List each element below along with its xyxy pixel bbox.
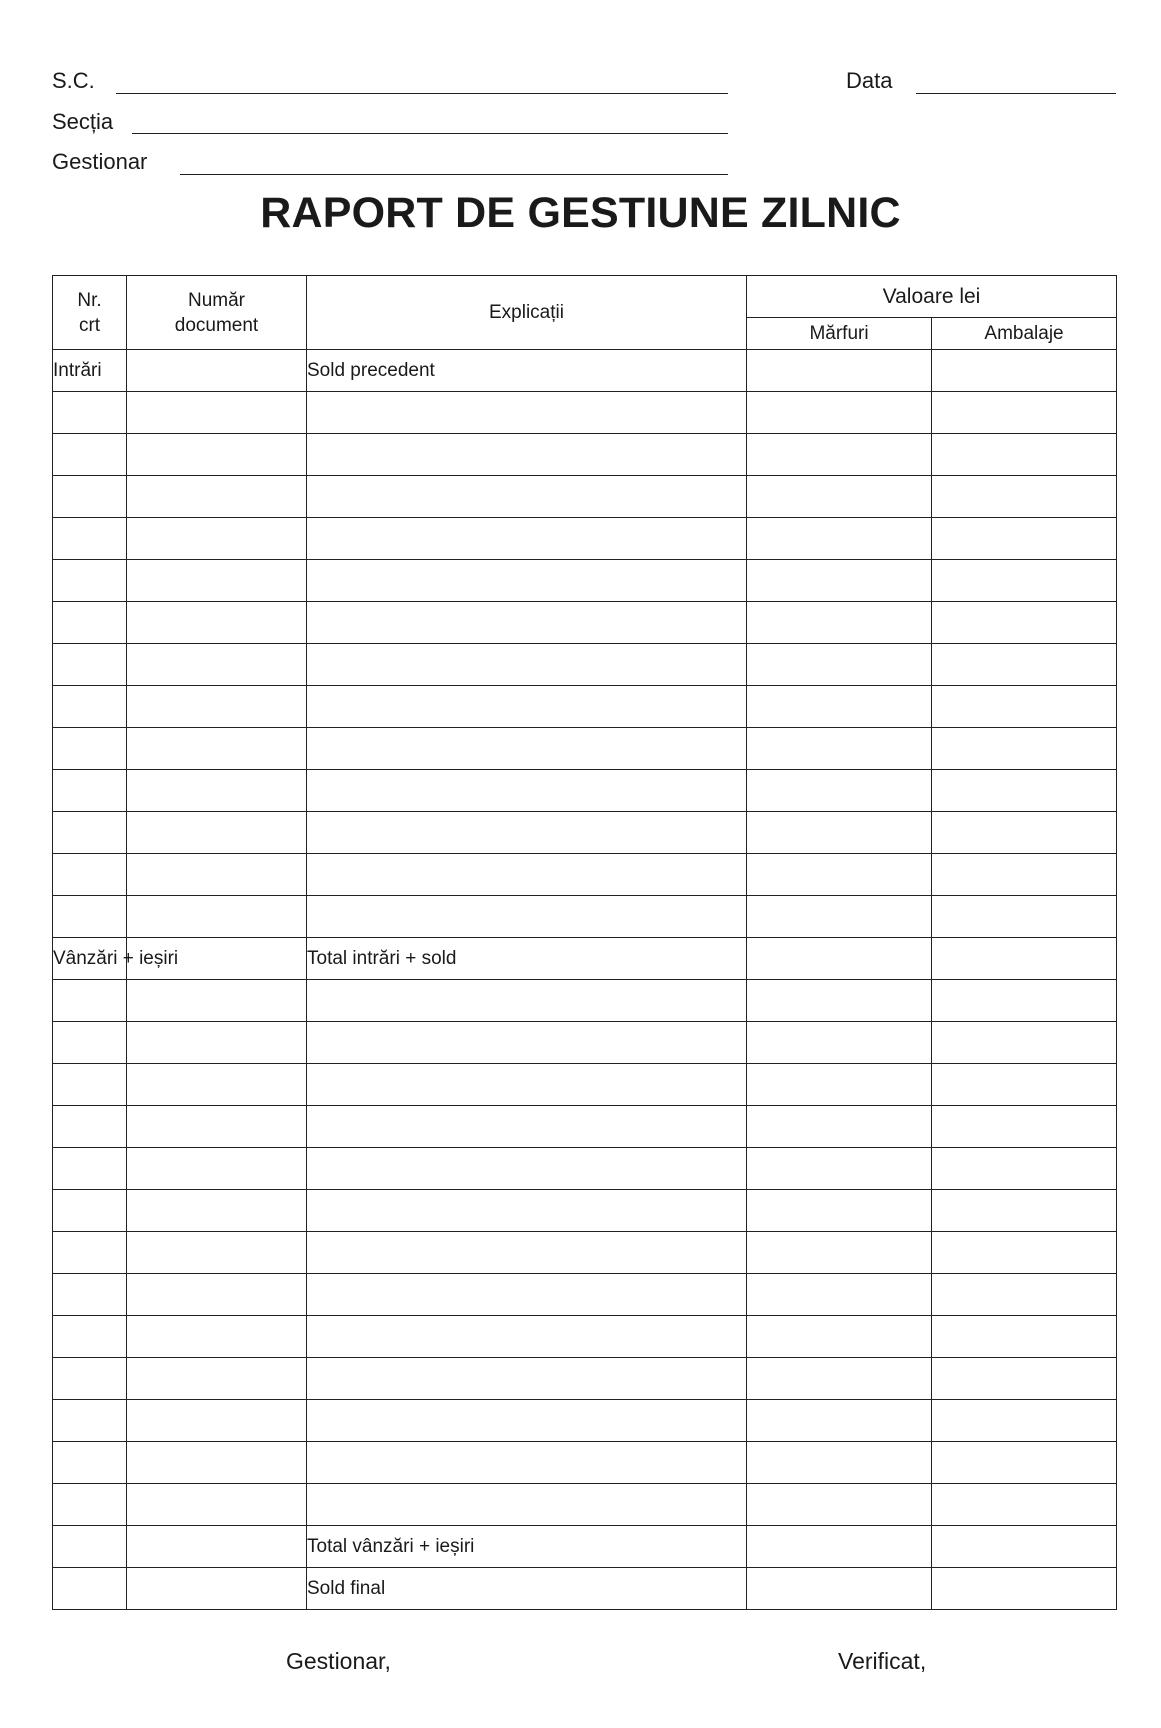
cell-marfuri[interactable] (747, 1400, 932, 1442)
sectia-line[interactable] (132, 133, 728, 134)
table-row (53, 770, 1117, 812)
cell-ambalaje[interactable] (932, 1022, 1117, 1064)
cell-numar-document[interactable] (127, 1568, 307, 1610)
cell-nr-crt[interactable] (53, 1316, 127, 1358)
cell-marfuri[interactable] (747, 1568, 932, 1610)
cell-ambalaje[interactable] (932, 1232, 1117, 1274)
cell-ambalaje[interactable] (932, 1190, 1117, 1232)
cell-explicatii[interactable] (307, 560, 747, 602)
cell-ambalaje[interactable] (932, 560, 1117, 602)
cell-explicatii[interactable] (307, 644, 747, 686)
cell-marfuri[interactable] (747, 1148, 932, 1190)
cell-ambalaje[interactable] (932, 1274, 1117, 1316)
cell-explicatii[interactable] (307, 518, 747, 560)
cell-marfuri[interactable] (747, 560, 932, 602)
table-row (53, 392, 1117, 434)
cell-explicatii[interactable] (307, 854, 747, 896)
cell-explicatii[interactable] (307, 1274, 747, 1316)
cell-numar-document[interactable] (127, 1358, 307, 1400)
cell-numar-document[interactable] (127, 728, 307, 770)
cell-numar-document[interactable] (127, 1316, 307, 1358)
cell-ambalaje[interactable] (932, 392, 1117, 434)
cell-numar-document[interactable] (127, 686, 307, 728)
cell-nr-crt[interactable] (53, 518, 127, 560)
cell-nr-crt[interactable] (53, 896, 127, 938)
cell-explicatii[interactable] (307, 686, 747, 728)
cell-nr-crt[interactable] (53, 1526, 127, 1568)
cell-ambalaje[interactable] (932, 1358, 1117, 1400)
header-ambalaje: Ambalaje (932, 318, 1117, 350)
cell-marfuri[interactable] (747, 728, 932, 770)
cell-ambalaje[interactable] (932, 434, 1117, 476)
header-numar-document: Număr document (127, 276, 307, 350)
cell-numar-document[interactable] (127, 1274, 307, 1316)
cell-numar-document[interactable] (127, 644, 307, 686)
cell-marfuri[interactable] (747, 1022, 932, 1064)
cell-ambalaje[interactable] (932, 980, 1117, 1022)
cell-ambalaje[interactable] (932, 1316, 1117, 1358)
sc-label: S.C. (52, 68, 95, 93)
cell-explicatii[interactable] (307, 1148, 747, 1190)
header-valoare-lei: Valoare lei (747, 276, 1117, 318)
table-row (53, 854, 1117, 896)
cell-marfuri[interactable] (747, 854, 932, 896)
cell-nr-crt[interactable] (53, 1064, 127, 1106)
header-marfuri: Mărfuri (747, 318, 932, 350)
cell-marfuri[interactable] (747, 686, 932, 728)
cell-explicatii[interactable] (307, 1106, 747, 1148)
table-row (53, 1358, 1117, 1400)
cell-marfuri[interactable] (747, 1190, 932, 1232)
cell-numar-document[interactable] (127, 1064, 307, 1106)
cell-nr-crt[interactable] (53, 812, 127, 854)
ledger-table (52, 275, 1117, 1610)
cell-nr-crt[interactable] (53, 1568, 127, 1610)
cell-ambalaje[interactable] (932, 812, 1117, 854)
table-row (53, 1484, 1117, 1526)
cell-numar-document[interactable] (127, 1106, 307, 1148)
table-row (53, 1232, 1117, 1274)
cell-nr-crt[interactable] (53, 392, 127, 434)
cell-marfuri[interactable] (747, 1232, 932, 1274)
cell-explicatii: Sold final (307, 1568, 747, 1610)
cell-numar-document[interactable] (127, 602, 307, 644)
cell-nr-crt[interactable] (53, 1442, 127, 1484)
table-row (53, 1274, 1117, 1316)
cell-numar-document[interactable] (127, 770, 307, 812)
cell-ambalaje[interactable] (932, 1148, 1117, 1190)
cell-explicatii[interactable] (307, 476, 747, 518)
table-row (53, 1022, 1117, 1064)
cell-marfuri[interactable] (747, 1442, 932, 1484)
cell-nr-crt[interactable] (53, 1484, 127, 1526)
table-row (53, 602, 1117, 644)
cell-numar-document[interactable] (127, 476, 307, 518)
table-row (53, 1568, 1117, 1610)
cell-numar-document[interactable] (127, 812, 307, 854)
cell-numar-document[interactable] (127, 1190, 307, 1232)
table-row (53, 896, 1117, 938)
cell-explicatii[interactable] (307, 980, 747, 1022)
cell-explicatii[interactable] (307, 1484, 747, 1526)
cell-marfuri[interactable] (747, 644, 932, 686)
cell-explicatii[interactable] (307, 812, 747, 854)
cell-marfuri[interactable] (747, 1526, 932, 1568)
cell-marfuri[interactable] (747, 602, 932, 644)
cell-explicatii: Total intrări + sold (307, 938, 747, 980)
cell-nr-crt[interactable] (53, 686, 127, 728)
header-nr-crt: Nr. crt (53, 276, 127, 350)
cell-ambalaje[interactable] (932, 602, 1117, 644)
cell-nr-crt[interactable] (53, 1106, 127, 1148)
cell-marfuri[interactable] (747, 812, 932, 854)
cell-ambalaje[interactable] (932, 350, 1117, 392)
table-row (53, 560, 1117, 602)
cell-numar-document[interactable] (127, 854, 307, 896)
cell-explicatii[interactable] (307, 1064, 747, 1106)
cell-ambalaje[interactable] (932, 1442, 1117, 1484)
page-title: RAPORT DE GESTIUNE ZILNIC (260, 189, 901, 237)
table-row (53, 938, 1117, 980)
cell-ambalaje[interactable] (932, 686, 1117, 728)
cell-ambalaje[interactable] (932, 1106, 1117, 1148)
sc-line[interactable] (116, 93, 728, 94)
table-row (53, 1190, 1117, 1232)
cell-numar-document[interactable] (127, 1022, 307, 1064)
cell-numar-document[interactable] (127, 1148, 307, 1190)
cell-ambalaje[interactable] (932, 644, 1117, 686)
cell-marfuri[interactable] (747, 938, 932, 980)
cell-marfuri[interactable] (747, 518, 932, 560)
cell-explicatii[interactable] (307, 1358, 747, 1400)
cell-explicatii[interactable] (307, 434, 747, 476)
cell-ambalaje[interactable] (932, 1568, 1117, 1610)
cell-marfuri[interactable] (747, 392, 932, 434)
cell-nr-crt[interactable] (53, 1022, 127, 1064)
cell-nr-crt[interactable] (53, 434, 127, 476)
cell-nr-crt[interactable] (53, 1358, 127, 1400)
table-row (53, 1148, 1117, 1190)
cell-marfuri[interactable] (747, 1316, 932, 1358)
cell-marfuri[interactable] (747, 350, 932, 392)
cell-ambalaje[interactable] (932, 1400, 1117, 1442)
cell-numar-document[interactable] (127, 896, 307, 938)
cell-ambalaje[interactable] (932, 518, 1117, 560)
cell-nr-crt[interactable] (53, 1148, 127, 1190)
cell-explicatii[interactable] (307, 728, 747, 770)
cell-explicatii[interactable] (307, 770, 747, 812)
table-row (53, 980, 1117, 1022)
table-row (53, 812, 1117, 854)
cell-numar-document[interactable] (127, 350, 307, 392)
cell-ambalaje[interactable] (932, 1484, 1117, 1526)
data-line[interactable] (916, 93, 1116, 94)
cell-marfuri[interactable] (747, 1106, 932, 1148)
cell-explicatii: Sold precedent (307, 350, 747, 392)
cell-numar-document[interactable] (127, 392, 307, 434)
cell-marfuri[interactable] (747, 1358, 932, 1400)
table-row (53, 350, 1117, 392)
cell-nr-crt[interactable] (53, 770, 127, 812)
cell-nr-crt: Intrări (53, 350, 127, 392)
table-row (53, 1106, 1117, 1148)
cell-ambalaje[interactable] (932, 854, 1117, 896)
cell-numar-document[interactable] (127, 1484, 307, 1526)
gestionar-label: Gestionar (52, 149, 148, 174)
cell-explicatii: Total vânzări + ieșiri (307, 1526, 747, 1568)
cell-nr-crt[interactable] (53, 602, 127, 644)
footer-gestionar: Gestionar, (286, 1648, 391, 1674)
table-row (53, 1442, 1117, 1484)
cell-marfuri[interactable] (747, 1274, 932, 1316)
cell-marfuri[interactable] (747, 434, 932, 476)
table-row (53, 728, 1117, 770)
table-row (53, 476, 1117, 518)
cell-explicatii[interactable] (307, 1190, 747, 1232)
cell-explicatii[interactable] (307, 1232, 747, 1274)
cell-ambalaje[interactable] (932, 1064, 1117, 1106)
table-row (53, 644, 1117, 686)
cell-numar-document[interactable] (127, 518, 307, 560)
cell-ambalaje[interactable] (932, 938, 1117, 980)
cell-nr-crt[interactable] (53, 728, 127, 770)
cell-numar-document[interactable] (127, 1526, 307, 1568)
cell-explicatii[interactable] (307, 392, 747, 434)
cell-nr-crt[interactable] (53, 1190, 127, 1232)
cell-explicatii[interactable] (307, 1442, 747, 1484)
table-row (53, 1316, 1117, 1358)
table-row (53, 1526, 1117, 1568)
cell-marfuri[interactable] (747, 980, 932, 1022)
cell-nr-crt[interactable] (53, 1400, 127, 1442)
cell-marfuri[interactable] (747, 1484, 932, 1526)
table-row (53, 518, 1117, 560)
footer-verificat: Verificat, (838, 1648, 927, 1674)
cell-nr-crt[interactable] (53, 560, 127, 602)
cell-nr-crt: Vânzări + ieșiri (53, 938, 127, 980)
cell-ambalaje[interactable] (932, 476, 1117, 518)
cell-numar-document[interactable] (127, 1442, 307, 1484)
table-row (53, 686, 1117, 728)
cell-explicatii[interactable] (307, 602, 747, 644)
cell-numar-document[interactable] (127, 434, 307, 476)
cell-explicatii[interactable] (307, 1400, 747, 1442)
header-explicatii: Explicații (307, 276, 747, 350)
cell-explicatii[interactable] (307, 896, 747, 938)
cell-marfuri[interactable] (747, 476, 932, 518)
cell-ambalaje[interactable] (932, 770, 1117, 812)
cell-ambalaje[interactable] (932, 1526, 1117, 1568)
gestionar-line[interactable] (180, 174, 728, 175)
cell-nr-crt[interactable] (53, 1232, 127, 1274)
cell-numar-document[interactable] (127, 1232, 307, 1274)
cell-explicatii[interactable] (307, 1316, 747, 1358)
cell-numar-document[interactable] (127, 1400, 307, 1442)
cell-nr-crt[interactable] (53, 854, 127, 896)
cell-nr-crt[interactable] (53, 980, 127, 1022)
cell-numar-document[interactable] (127, 980, 307, 1022)
cell-marfuri[interactable] (747, 1064, 932, 1106)
data-label: Data (846, 68, 893, 93)
cell-marfuri[interactable] (747, 896, 932, 938)
sectia-label: Secția (52, 109, 114, 134)
cell-nr-crt[interactable] (53, 1274, 127, 1316)
cell-nr-crt[interactable] (53, 644, 127, 686)
cell-ambalaje[interactable] (932, 896, 1117, 938)
table-row (53, 1400, 1117, 1442)
cell-ambalaje[interactable] (932, 728, 1117, 770)
cell-marfuri[interactable] (747, 770, 932, 812)
cell-nr-crt[interactable] (53, 476, 127, 518)
cell-numar-document[interactable] (127, 560, 307, 602)
cell-explicatii[interactable] (307, 1022, 747, 1064)
ledger-body (53, 350, 1117, 1610)
table-row (53, 434, 1117, 476)
table-row (53, 1064, 1117, 1106)
